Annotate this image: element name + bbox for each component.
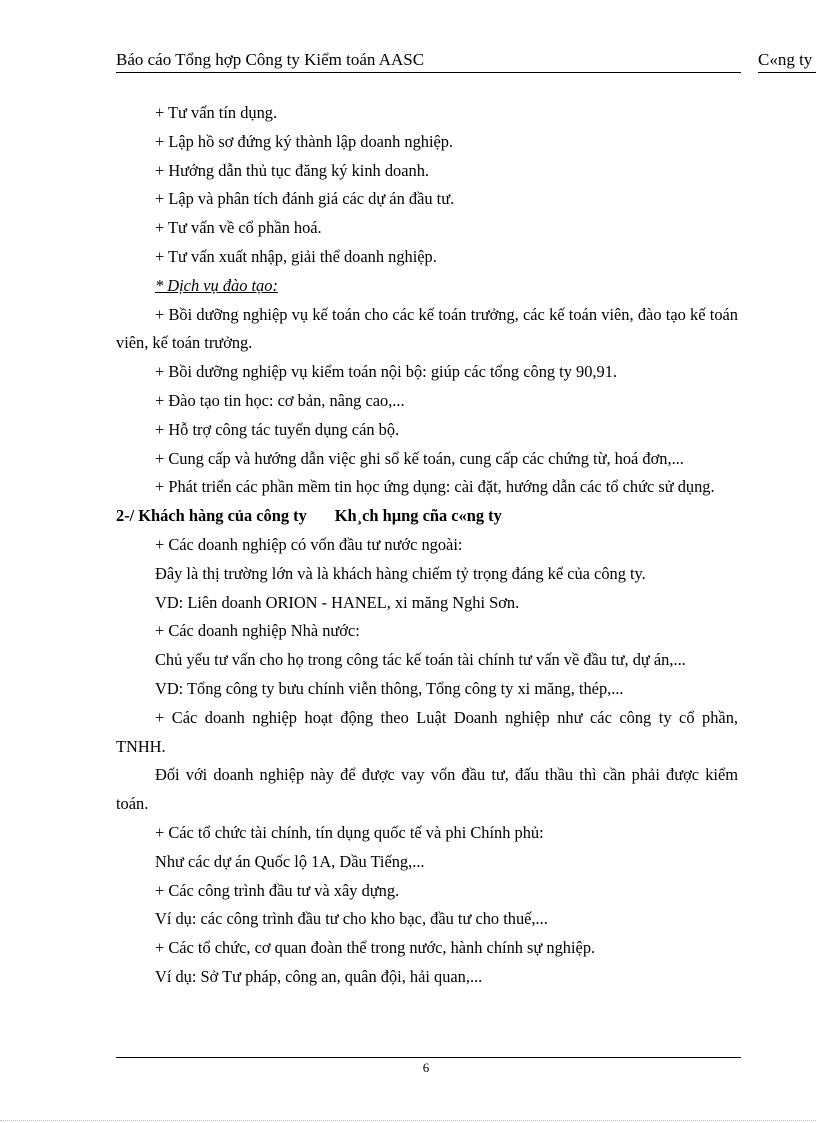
paragraph: + Các tổ chức tài chính, tín dụng quốc tế và phi Chính phủ: xyxy=(155,822,544,842)
paragraph: Ví dụ: Sở Tư pháp, công an, quân đội, hải quan,... xyxy=(155,966,483,986)
paragraph: Chủ yếu tư vấn cho họ trong công tác kế toán tài chính tư vấn về đầu tư, dự án,... xyxy=(155,650,686,670)
paragraph: + Các doanh nghiệp Nhà nước: xyxy=(155,621,360,641)
document-body xyxy=(116,99,738,992)
paragraph: + Hướng dẫn thủ tục đăng ký kinh doanh. xyxy=(155,160,429,180)
page-number: 6 xyxy=(422,1060,430,1075)
paragraph: VD: Tổng công ty bưu chính viễn thông, Tổng công ty xi măng, thép,... xyxy=(155,678,624,698)
paragraph: + Các công trình đầu tư và xây dựng. xyxy=(155,880,400,900)
training-heading: * Dịch vụ đào tạo: xyxy=(155,275,278,295)
paragraph: + Tư vấn xuất nhập, giải thể doanh nghiệp. xyxy=(155,246,437,266)
paragraph: + Các doanh nghiệp hoạt động theo Luật Doanh nghiệp như các công ty cổ phần, TNHH. xyxy=(116,707,738,756)
section-title-garbled: Kh¸ch hµng cña c«ng ty xyxy=(334,506,502,526)
footer-divider xyxy=(116,1057,741,1058)
section-title: 2-/ Khách hàng của công ty xyxy=(116,506,307,526)
header-company: C«ng ty xyxy=(758,50,816,73)
paragraph: + Các tổ chức, cơ quan đoàn thể trong nước, hành chính sự nghiệp. xyxy=(155,938,596,958)
paragraph: + Phát triển các phần mềm tin học ứng dụng: cài đặt, hướng dẫn các tổ chức sử dụng. xyxy=(155,477,715,497)
paragraph: + Đào tạo tin học: cơ bản, nâng cao,... xyxy=(155,390,405,410)
page-bottom-edge xyxy=(0,1120,816,1121)
paragraph: + Các doanh nghiệp có vốn đầu tư nước ngoài: xyxy=(155,534,463,554)
section-heading xyxy=(116,502,738,531)
paragraph: + Lập hồ sơ đứng ký thành lập doanh nghiệp. xyxy=(155,131,454,151)
paragraph: + Lập và phân tích đánh giá các dự án đầu tư. xyxy=(155,189,455,209)
paragraph: + Tư vấn về cổ phần hoá. xyxy=(155,218,322,238)
header-title: Báo cáo Tổng hợp Công ty Kiểm toán AASC xyxy=(116,50,741,73)
paragraph: Đây là thị trường lớn và là khách hàng chiếm tỷ trọng đáng kể của công ty. xyxy=(155,563,646,583)
paragraph: + Cung cấp và hướng dẫn việc ghi sổ kế toán, cung cấp các chứng từ, hoá đơn,... xyxy=(155,448,684,468)
paragraph: VD: Liên doanh ORION - HANEL, xi măng Nghi Sơn. xyxy=(155,592,520,612)
paragraph: Ví dụ: các công trình đầu tư cho kho bạc, đầu tư cho thuế,... xyxy=(155,909,548,929)
paragraph: + Tư vấn tín dụng. xyxy=(155,103,278,122)
paragraph: Đối với doanh nghiệp này để được vay vốn đầu tư, đấu thầu thì cần phải được kiểm toán. xyxy=(116,765,738,814)
paragraph: + Bồi dưỡng nghiệp vụ kiểm toán nội bộ: giúp các tổng công ty 90,91. xyxy=(155,362,618,382)
paragraph: + Hỗ trợ công tác tuyển dụng cán bộ. xyxy=(155,419,400,439)
paragraph: + Bồi dưỡng nghiệp vụ kế toán cho các kế toán trưởng, các kế toán viên, đào tạo kế toán viên, kế toán trưởng. xyxy=(116,304,738,353)
paragraph: Như các dự án Quốc lộ 1A, Dầu Tiếng,... xyxy=(155,851,425,871)
